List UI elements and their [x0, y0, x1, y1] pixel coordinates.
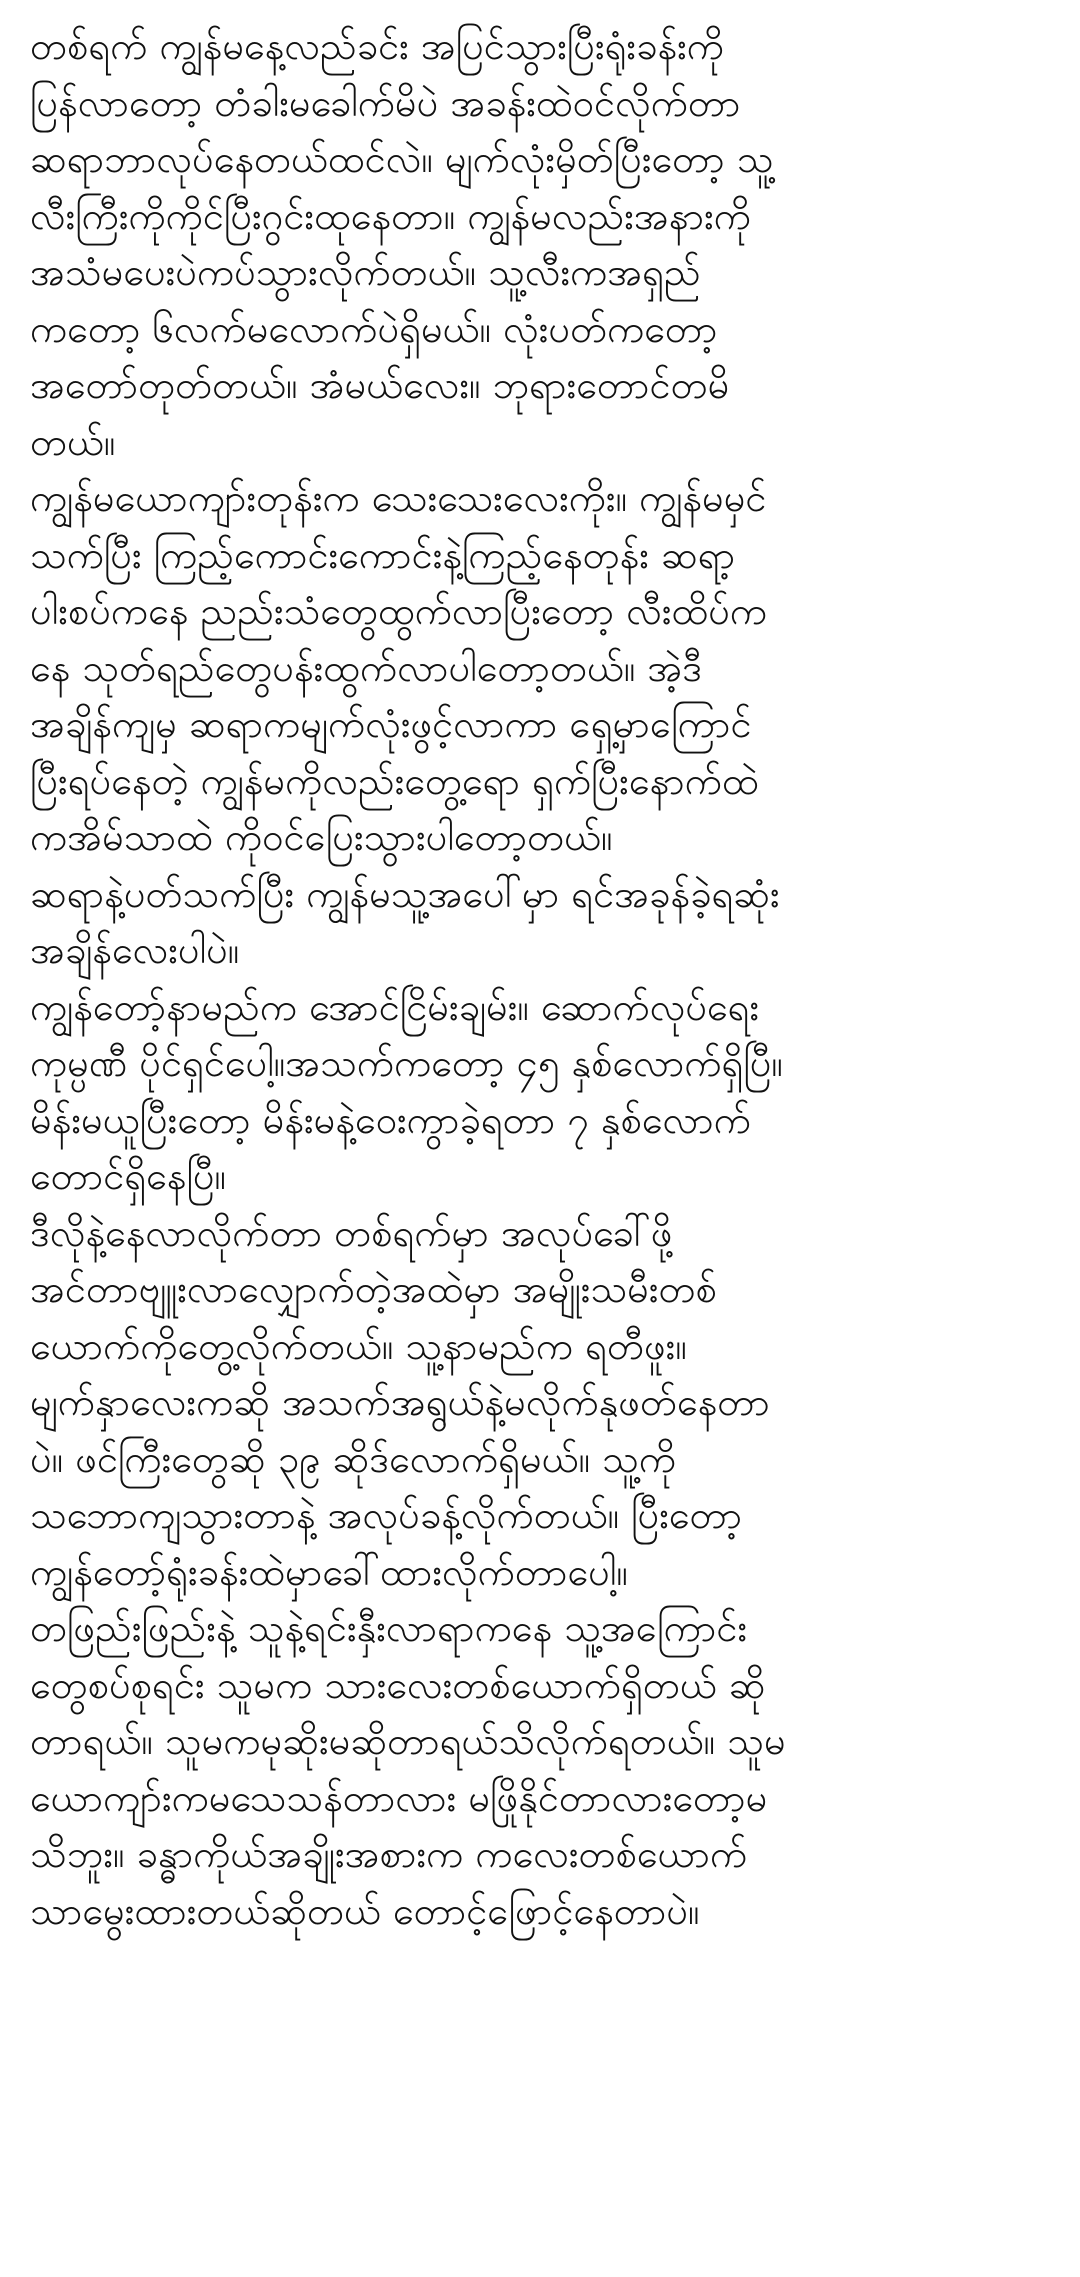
text-line: သာမွေးထားတယ်ဆိုတယ် တောင့်ဖြောင့်နေတာပဲ။: [30, 1888, 700, 1933]
text-line: ယောကျာ်းကမသေသန်တာလား မဖြိုနိုင်တာလားတော့မ: [30, 1775, 768, 1820]
text-line: သိဘူး။ ခန္ဓာကိုယ်အချိုးအစားက ကလေးတစ်ယောက်: [30, 1832, 748, 1876]
text-line: ကျွန်မယောကျာ်းတုန်းက သေးသေးလေးကိုး။ ကျွန်မမှင်: [30, 476, 767, 520]
article-text: [30, 18, 1036, 1939]
text-line: ကုမ္ပဏီ ပိုင်ရှင်ပေါ့။အသက်ကတော့ ၄၅ နှစ်လောက်ရှိပြီ။: [30, 1041, 783, 1085]
text-line: မိန်းမယူပြီးတော့ မိန်းမနဲ့ဝေးကွာခဲ့ရတာ ၇ နှစ်လောက်: [30, 1097, 751, 1142]
text-line: အင်တာဗျူးလာလျှောက်တဲ့အထဲမှာ အမျိုးသမီးတစ်: [30, 1267, 717, 1311]
text-line: တာရယ်။ သူမကမုဆိုးမဆိုတာရယ်သိလိုက်ရတယ်။ သူမ: [30, 1719, 786, 1763]
text-line: တဖြည်းဖြည်းနဲ့ သူနဲ့ရင်းနှီးလာရာကနေ သူ့အကြောင်း: [30, 1606, 748, 1650]
text-line: နေ သုတ်ရည်တွေပန်းထွက်လာပါတော့တယ်။ အဲ့ဒီ: [30, 645, 703, 690]
text-line: တွေစပ်စုရင်း သူမက သားလေးတစ်ယောက်ရှိတယ် ဆို: [30, 1662, 766, 1707]
text-line: ဆရာနဲ့ပတ်သက်ပြီး ကျွန်မသူ့အပေါ်မှာ ရင်အခုန်ခဲ့ရဆုံး: [30, 871, 780, 916]
text-line: ပါးစပ်ကနေ ညည်းသံတွေထွက်လာပြီးတော့ လီးထိပ်က: [30, 589, 768, 633]
text-line: အချိန်ကျမှ ဆရာကမျက်လုံးဖွင့်လာကာ ရှေ့မှာကြောင်: [30, 702, 752, 746]
text-line: တယ်။: [30, 419, 116, 464]
text-line: ကျွန်တော့်ရုံးခန်းထဲမှာခေါ်ထားလိုက်တာပေါ့။: [30, 1549, 628, 1594]
text-line: ကျွန်တော့်နာမည်က အောင်ငြိမ်းချမ်း။ ဆောက်လုပ်ရေး: [30, 984, 760, 1029]
text-line: အတော်တုတ်တယ်။ အံမယ်လေး။ ဘုရားတောင်တမိ: [30, 363, 730, 407]
text-line: အချိန်လေးပါပဲ။: [30, 928, 240, 972]
text-line: တောင်ရှိနေပြီ။: [30, 1154, 227, 1198]
text-line: မျက်နှာလေးကဆို အသက်အရွယ်နဲ့မလိုက်နုဖတ်နေတာ: [30, 1380, 770, 1424]
text-line: အသံမပေးပဲကပ်သွားလိုက်တယ်။ သူ့လီးကအရှည်: [30, 250, 701, 294]
text-line: ကတော့ ၆လက်မလောက်ပဲရှိမယ်။ လုံးပတ်ကတော့: [30, 306, 718, 351]
text-line: ဆရာဘာလုပ်နေတယ်ထင်လဲ။ မျက်လုံးမှိတ်ပြီးတော့ သူ့: [30, 137, 774, 181]
text-line: ပြီးရပ်နေတဲ့ ကျွန်မကိုလည်းတွေ့ရော ရှက်ပြီးနောက်ထဲ: [30, 758, 759, 803]
text-line: သဘောကျသွားတာနဲ့ အလုပ်ခန့်လိုက်တယ်။ ပြီးတော့: [30, 1493, 743, 1537]
text-line: ပဲ။ ဖင်ကြီးတွေဆို ၃၉ ဆိုဒ်လောက်ရှိမယ်။ သူ့ကို: [30, 1436, 677, 1481]
text-line: ပြန်လာတော့ တံခါးမခေါက်မိပဲ အခန်းထဲဝင်လိုက်တာ: [30, 80, 741, 125]
text-line: သက်ပြီး ကြည့်ကောင်းကောင်းနဲ့ကြည့်နေတုန်း ဆရာ့: [30, 532, 736, 577]
text-line: ယောက်ကိုတွေ့လိုက်တယ်။ သူ့နာမည်က ရတီဖူး။: [30, 1323, 687, 1368]
text-line: ကအိမ်သာထဲ ကိုဝင်ပြေးသွားပါတော့တယ်။: [30, 815, 613, 859]
text-line: တစ်ရက် ကျွန်မနေ့လည်ခင်း အပြင်သွားပြီးရုံးခန်းကို: [30, 24, 724, 68]
text-line: လီးကြီးကိုကိုင်ပြီးဂွင်းထုနေတာ။ ကျွန်မလည်းအနားကို: [30, 193, 751, 238]
text-line: ဒီလိုနဲ့နေလာလိုက်တာ တစ်ရက်မှာ အလုပ်ခေါ်ဖို့: [30, 1210, 673, 1255]
